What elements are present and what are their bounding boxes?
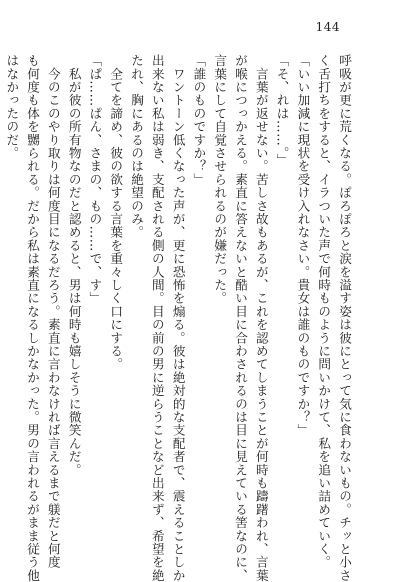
text-line: ワントーン低くなった声が、更に恐怖を煽る。彼は絶対的な支配者で、震えることしか — [170, 54, 186, 582]
text-line: 言葉にして自覚させられるのが嫌だった。 — [212, 54, 228, 305]
vertical-text-body — [4, 54, 354, 582]
text-line: 呼吸が更に荒くなる。ぽろぽろと涙を溢す姿は彼にとって気に食わないもの。チッと小さ — [337, 54, 352, 582]
text-line: はなかったのだ。 — [4, 54, 20, 160]
text-line: も何度も体を嬲られる。だから私は素直になるしかなかった。男の言われるがまま従う他 — [25, 54, 41, 582]
text-line: 「ぱ……ぱん、さまの、もの……で、す」 — [87, 54, 103, 305]
text-line: 出来ない私は弱き、支配される側の人間。目の前の男に逆らうことなど出来ず、希望を絶 — [149, 54, 165, 582]
text-line: 「そ、れは……。」 — [274, 54, 290, 167]
text-line: が喉につっかえる。素直に答えないと酷い目に合わされるのは目に見えている筈なのに、 — [233, 54, 249, 582]
text-line: 私が彼の所有物なのだと認めると、男は何時も嬉しそうに微笑んだ。 — [66, 54, 82, 477]
text-line: 言葉が返せない。苦しさ故もあるが、これを認めてしまうことが何時も躊躇われ、言葉 — [253, 54, 269, 582]
text-line: 今のこのやり取りは何度目になるだろう。素直に言わなければ言えるまで躾だと何度 — [45, 54, 61, 569]
text-line: 全てを諦め、彼の欲する言葉を重々しく口にする。 — [108, 54, 124, 371]
text-line: く舌打ちをすると、イラついた声で何時ものように問いかけて、私を追い詰めていく。 — [316, 54, 332, 569]
text-line: たれ、胸にあるのは絶望のみ。 — [129, 54, 145, 239]
page-number: 144 — [315, 20, 340, 34]
text-line: 「いい加減に現状を受け入れなさい。貴女は誰のものですか？」 — [295, 54, 311, 437]
text-line: 「誰のものですか？」 — [191, 54, 207, 186]
